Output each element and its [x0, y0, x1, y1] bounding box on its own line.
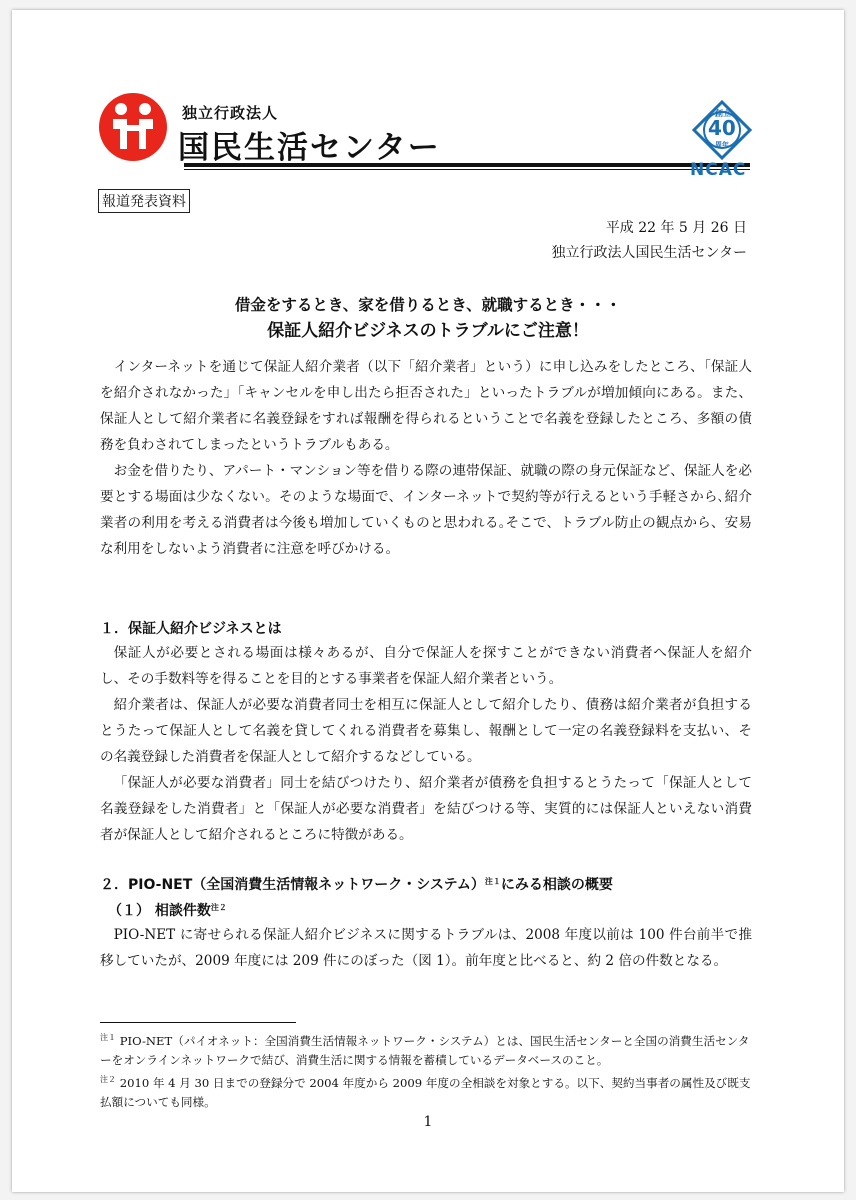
badge-number: 40	[708, 116, 736, 140]
anniversary-badge	[688, 100, 756, 182]
lead-paragraph: お金を借りたり、アパート・マンション等を借りる際の連帯保証、就職の際の身元保証など、保証人を必要とする場面は少なくない。そのような場面で、インターネットで契約等が行えるという手軽さから､紹介業者の利用を考える消費者は今後も増加していくものと思われる｡そこで、トラブル防止の観点から、安易な利用をしないよう消費者に注意を呼びかける。	[100, 463, 752, 557]
badge-bottom-text: 周年	[715, 141, 729, 149]
footnote-1	[100, 1028, 752, 1070]
header-rule	[184, 163, 750, 170]
lead-paragraph: インターネットを通じて保証人紹介業者（以下「紹介業者」という）に申し込みをしたところ、「保証人を紹介されなかった」「キャンセルを申し出たら拒否された」といったトラブルが増加傾向にある。また、保証人として紹介業者に名義登録をすれば報酬を得られるということで名義を登録したところ、多額の債務を負わされてしまったというトラブルもある。	[100, 359, 752, 453]
lead-text	[100, 354, 752, 562]
badge-abbr: NCAC	[690, 160, 747, 180]
footnote-2-text: 2010 年 4 月 30 日までの登録分で 2004 年度から 2009 年度の全相談を対象とする。以下、契約当事者の属性及び既支払額についても同様。	[100, 1076, 751, 1109]
section-1-paragraph: 「保証人が必要な消費者」同士を結びつけたり、紹介業者が債務を負担するとうたって「保証人として名義登録をした消費者」と「保証人が必要な消費者」を結びつける等、実質的には保証人といえない消費者が保証人として紹介されるところに特徴がある。	[100, 775, 752, 843]
footnote-1-text: PIO-NET（パイオネット：全国消費生活情報ネットワーク・システム）とは、国民生活センターと全国の消費生活センターをオンラインネットワークで結び、消費生活に関する情報を蓄積しているデータベースのこと。	[100, 1034, 750, 1067]
issuer-name: 独立行政法人国民生活センター	[551, 245, 747, 261]
document-page	[12, 10, 844, 1192]
footnote-2	[100, 1070, 752, 1112]
section-1-heading: １．保証人紹介ビジネスとは	[100, 621, 282, 637]
badge-top-text: 創立	[715, 109, 731, 118]
section-2-heading-text: ２．PIO-NET（全国消費生活情報ネットワーク・システム）	[100, 877, 485, 893]
subsection-heading	[108, 900, 227, 920]
press-release-label: 報道発表資料	[98, 189, 190, 213]
section-2-paragraph: PIO-NET に寄せられる保証人紹介ビジネスに関するトラブルは、2008 年度以前は 100 件台前半で推移していたが、2009 年度には 209 件にのぼった（図 1）。前年度と比べると、約 2 倍の件数となる。	[100, 927, 752, 969]
section-1-paragraph: 保証人が必要とされる場面は様々あるが、自分で保証人を探すことができない消費者へ保証人を紹介し、その手数料等を得ることを目的とする事業者を保証人紹介業者という。	[100, 645, 752, 687]
section-2-heading	[100, 874, 613, 894]
page-number: 1	[423, 1114, 433, 1130]
org-name: 国民生活センター	[178, 130, 441, 166]
section-2-body	[100, 922, 752, 974]
footnote-2-mark: 注２	[100, 1075, 116, 1084]
title-line-1: 借金をするとき、家を借りるとき、就職するとき・・・	[234, 296, 622, 314]
title-line-2: 保証人紹介ビジネスのトラブルにご注意！	[267, 321, 589, 341]
footnote-1-mark: 注１	[100, 1033, 116, 1042]
footnotes	[100, 1028, 752, 1112]
section-2-heading-tail: にみる相談の概要	[500, 877, 613, 893]
section-1-paragraph: 紹介業者は、保証人が必要な消費者同士を相互に保証人として紹介したり、債務は紹介業者が負担するとうたって保証人として名義を貸してくれる消費者を募集し、報酬として一定の名義登録料を支払い、その名義登録した消費者を保証人として紹介するなどしている。	[100, 697, 752, 765]
footnote-ref-1: 注１	[484, 877, 501, 886]
org-type: 独立行政法人	[182, 104, 279, 122]
section-1-body	[100, 640, 752, 848]
footnote-rule	[100, 1022, 296, 1023]
footnote-ref-2: 注２	[210, 903, 227, 912]
subsection-heading-text: （１） 相談件数	[108, 903, 211, 919]
ncac-logo-icon	[98, 92, 168, 162]
release-date: 平成 22 年 5 月 26 日	[605, 220, 747, 236]
